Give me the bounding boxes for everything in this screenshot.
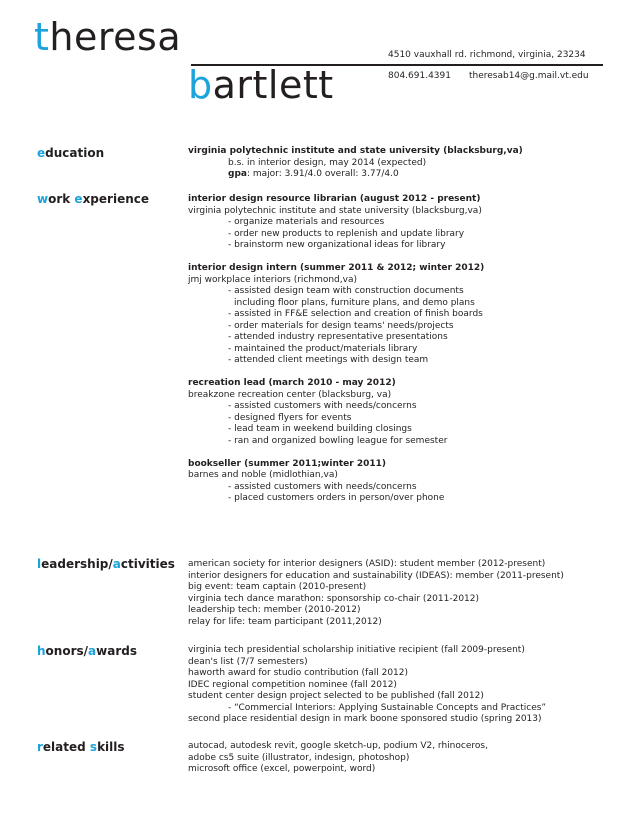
job-title: interior design intern (summer 2011 & 2012; winter 2012) — [188, 263, 485, 273]
leadership-item: big event: team captain (2010-present) — [188, 582, 367, 592]
contact-line — [388, 71, 589, 81]
leadership-heading-rest-2: ctivities — [120, 557, 175, 571]
gpa-label: gpa — [228, 169, 247, 179]
work-heading-initial-1: w — [37, 192, 49, 206]
leadership-section — [188, 559, 618, 628]
contact-address: 4510 vauxhall rd. richmond, virginia, 23234 — [388, 50, 586, 60]
first-name — [34, 15, 182, 59]
skills-heading-initial-2: s — [89, 740, 98, 754]
honors-heading-initial-1: h — [37, 644, 46, 658]
leadership-item: virginia tech dance marathon: sponsorship co-chair (2011-2012) — [188, 593, 480, 604]
honors-item: - “Commercial Interiors: Applying Sustainable Concepts and Practices” — [228, 702, 547, 713]
skills-heading-rest-2: kills — [97, 740, 125, 754]
job-bullet: - attended industry representative presentations — [228, 332, 448, 342]
honors-heading — [37, 644, 137, 658]
education-section — [188, 146, 618, 181]
skills-section — [188, 741, 618, 776]
job-title: recreation lead (march 2010 - may 2012) — [188, 378, 396, 388]
job-org: virginia polytechnic institute and state university (blacksburg,va) — [188, 205, 482, 216]
leadership-heading-initial-2: a — [112, 557, 121, 571]
contact-email: theresab14@g.mail.vt.edu — [468, 71, 589, 81]
job-bullet: - assisted in FF&E selection and creation of finish boards — [228, 309, 483, 319]
skills-item: autocad, autodesk revit, google sketch-up, podium V2, rhinoceros, — [188, 741, 488, 751]
job-org: jmj workplace interiors (richmond,va) — [188, 274, 357, 285]
first-name-initial: t — [34, 15, 50, 59]
job-bullet: - ran and organized bowling league for semester — [228, 435, 448, 446]
honors-heading-rest-2: wards — [96, 644, 137, 658]
education-school: virginia polytechnic institute and state university (blacksburg,va) — [188, 146, 523, 156]
last-name-initial: b — [188, 63, 213, 107]
gpa-value: : major: 3.91/4.0 overall: 3.77/4.0 — [246, 169, 399, 179]
skills-heading — [37, 740, 125, 754]
skills-heading-rest-1: elated — [42, 740, 90, 754]
job-org: barnes and noble (midlothian,va) — [188, 470, 338, 480]
honors-section — [188, 645, 618, 726]
job-bullet: - assisted customers with needs/concerns — [228, 481, 417, 492]
honors-heading-rest-1: onors/ — [45, 644, 89, 658]
honors-heading-initial-2: a — [88, 644, 97, 658]
education-heading-initial: e — [37, 146, 46, 160]
job-bullet: - brainstorm new organizational ideas for library — [228, 240, 446, 250]
education-heading — [37, 146, 104, 160]
education-gpa — [188, 169, 618, 181]
first-name-rest: heresa — [49, 15, 182, 59]
leadership-heading — [37, 557, 175, 571]
job-bullet: - lead team in weekend building closings — [228, 424, 412, 434]
job-bullet: including floor plans, furniture plans, and demo plans — [234, 297, 475, 308]
contact-phone: 804.691.4391 — [388, 71, 451, 81]
job-bullet: - organize materials and resources — [228, 217, 385, 227]
leadership-item: leadership tech: member (2010-2012) — [188, 605, 361, 615]
job-bullet: - order new products to replenish and update library — [228, 228, 465, 239]
skills-item: microsoft office (excel, powerpoint, word) — [188, 764, 376, 774]
leadership-item: relay for life: team participant (2011,2012) — [188, 616, 382, 627]
honors-item: student center design project selected to be published (fall 2012) — [188, 691, 484, 701]
work-heading-rest-2: xperience — [82, 192, 149, 206]
job-title: interior design resource librarian (august 2012 - present) — [188, 194, 481, 204]
work-heading — [37, 192, 149, 206]
work-section — [188, 194, 618, 505]
leadership-item: american society for interior designers (ASID): student member (2012-present) — [188, 559, 546, 569]
job-bullet: - assisted customers with needs/concerns — [228, 401, 417, 411]
skills-heading-initial-1: r — [37, 740, 43, 754]
job-bullet: - assisted design team with construction documents — [228, 286, 464, 296]
skills-item: adobe cs5 suite (illustrator, indesign, photoshop) — [188, 752, 410, 763]
leadership-heading-rest-1: eadership/ — [41, 557, 113, 571]
job-bullet: - designed flyers for events — [228, 412, 352, 423]
honors-item: haworth award for studio contribution (fall 2012) — [188, 668, 409, 678]
job-bullet: - maintained the product/materials library — [228, 343, 418, 354]
work-heading-initial-2: e — [74, 192, 83, 206]
last-name-rest: artlett — [212, 63, 334, 107]
leadership-item: interior designers for education and sustainability (IDEAS): member (2011-present) — [188, 570, 564, 581]
honors-item: virginia tech presidential scholarship initiative recipient (fall 2009-present) — [188, 645, 525, 655]
leadership-heading-initial-1: l — [37, 557, 42, 571]
job-bullet: - order materials for design teams' needs/projects — [228, 320, 454, 331]
job-title: bookseller (summer 2011;winter 2011) — [188, 458, 387, 469]
honors-item: dean's list (7/7 semesters) — [188, 656, 308, 667]
job-bullet: - attended client meetings with design team — [228, 355, 429, 365]
work-heading-rest-1: ork — [48, 192, 75, 206]
last-name — [188, 63, 334, 107]
honors-item: IDEC regional competition nominee (fall 2012) — [188, 679, 397, 690]
education-heading-rest: ducation — [45, 146, 105, 160]
education-degree: b.s. in interior design, may 2014 (expected) — [228, 157, 427, 168]
job-org: breakzone recreation center (blacksburg, va) — [188, 389, 392, 400]
honors-item: second place residential design in mark boone sponsored studio (spring 2013) — [188, 714, 542, 724]
job-bullet: - placed customers orders in person/over phone — [228, 493, 445, 503]
